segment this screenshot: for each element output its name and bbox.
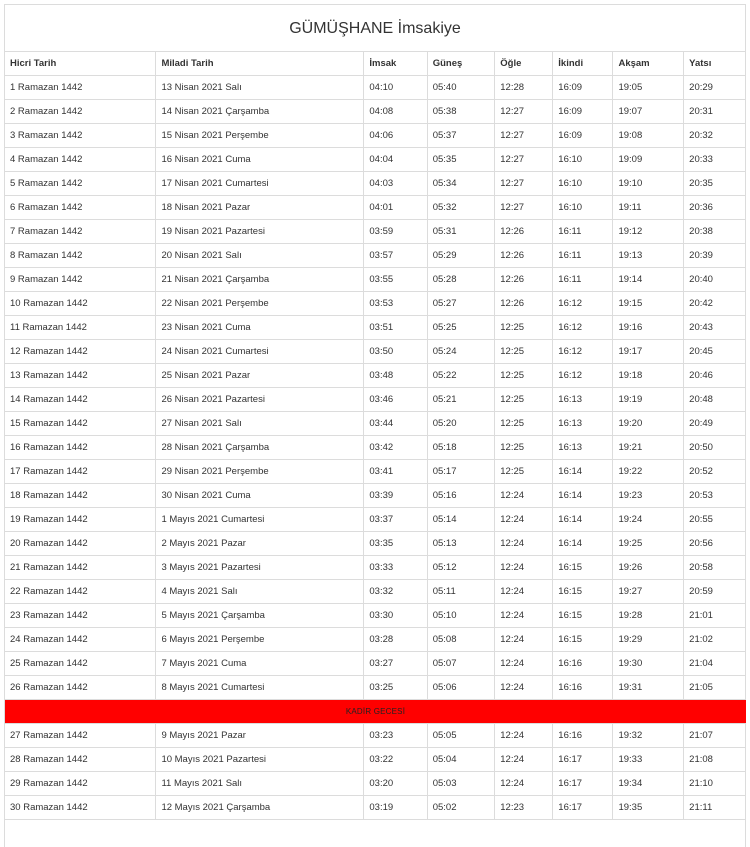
cell-hicri-tarih: 23 Ramazan 1442: [5, 604, 156, 628]
table-row: [5, 796, 746, 820]
cell-hicri-tarih: 19 Ramazan 1442: [5, 508, 156, 532]
cell-ogle: 12:24: [495, 628, 553, 652]
cell-aksam: 19:28: [613, 604, 684, 628]
table-row: [5, 676, 746, 700]
table-row: [5, 436, 746, 460]
cell-aksam: 19:25: [613, 532, 684, 556]
cell-yatsi: 20:49: [684, 412, 746, 436]
cell-ogle: 12:24: [495, 580, 553, 604]
cell-miladi-tarih: 9 Mayıs 2021 Pazar: [156, 724, 364, 748]
table-row: [5, 340, 746, 364]
cell-imsak: 04:10: [364, 76, 427, 100]
cell-imsak: 03:55: [364, 268, 427, 292]
cell-imsak: 03:33: [364, 556, 427, 580]
cell-ogle: 12:26: [495, 220, 553, 244]
cell-aksam: 19:26: [613, 556, 684, 580]
cell-imsak: 03:44: [364, 412, 427, 436]
header-hicri-tarih: Hicri Tarih: [5, 52, 156, 76]
cell-aksam: 19:05: [613, 76, 684, 100]
cell-miladi-tarih: 1 Mayıs 2021 Cumartesi: [156, 508, 364, 532]
cell-hicri-tarih: 15 Ramazan 1442: [5, 412, 156, 436]
cell-imsak: 03:23: [364, 724, 427, 748]
cell-gunes: 05:14: [427, 508, 495, 532]
cell-ogle: 12:27: [495, 196, 553, 220]
cell-gunes: 05:32: [427, 196, 495, 220]
table-row: [5, 604, 746, 628]
cell-ikindi: 16:12: [553, 364, 613, 388]
cell-hicri-tarih: 16 Ramazan 1442: [5, 436, 156, 460]
cell-imsak: 03:22: [364, 748, 427, 772]
cell-gunes: 05:29: [427, 244, 495, 268]
cell-yatsi: 21:02: [684, 628, 746, 652]
cell-ogle: 12:26: [495, 244, 553, 268]
cell-yatsi: 20:29: [684, 76, 746, 100]
cell-yatsi: 20:36: [684, 196, 746, 220]
cell-miladi-tarih: 14 Nisan 2021 Çarşamba: [156, 100, 364, 124]
table-header-row: [5, 52, 746, 76]
cell-ikindi: 16:17: [553, 772, 613, 796]
cell-aksam: 19:13: [613, 244, 684, 268]
cell-hicri-tarih: 2 Ramazan 1442: [5, 100, 156, 124]
cell-ikindi: 16:09: [553, 124, 613, 148]
cell-ikindi: 16:14: [553, 532, 613, 556]
cell-ogle: 12:24: [495, 676, 553, 700]
cell-yatsi: 20:38: [684, 220, 746, 244]
header-imsak: İmsak: [364, 52, 427, 76]
cell-ogle: 12:24: [495, 484, 553, 508]
cell-ogle: 12:24: [495, 652, 553, 676]
cell-imsak: 03:35: [364, 532, 427, 556]
cell-miladi-tarih: 26 Nisan 2021 Pazartesi: [156, 388, 364, 412]
cell-miladi-tarih: 22 Nisan 2021 Perşembe: [156, 292, 364, 316]
cell-ogle: 12:25: [495, 340, 553, 364]
cell-ikindi: 16:14: [553, 484, 613, 508]
cell-ikindi: 16:17: [553, 796, 613, 820]
cell-miladi-tarih: 19 Nisan 2021 Pazartesi: [156, 220, 364, 244]
imsakiye-table: [5, 52, 746, 820]
cell-aksam: 19:21: [613, 436, 684, 460]
cell-miladi-tarih: 6 Mayıs 2021 Perşembe: [156, 628, 364, 652]
cell-imsak: 04:04: [364, 148, 427, 172]
header-aksam: Akşam: [613, 52, 684, 76]
cell-aksam: 19:11: [613, 196, 684, 220]
cell-gunes: 05:04: [427, 748, 495, 772]
cell-miladi-tarih: 18 Nisan 2021 Pazar: [156, 196, 364, 220]
cell-imsak: 03:57: [364, 244, 427, 268]
cell-gunes: 05:05: [427, 724, 495, 748]
cell-miladi-tarih: 15 Nisan 2021 Perşembe: [156, 124, 364, 148]
cell-miladi-tarih: 10 Mayıs 2021 Pazartesi: [156, 748, 364, 772]
cell-gunes: 05:13: [427, 532, 495, 556]
cell-miladi-tarih: 30 Nisan 2021 Cuma: [156, 484, 364, 508]
cell-aksam: 19:20: [613, 412, 684, 436]
cell-ikindi: 16:15: [553, 556, 613, 580]
header-yatsi: Yatsı: [684, 52, 746, 76]
cell-aksam: 19:18: [613, 364, 684, 388]
cell-hicri-tarih: 8 Ramazan 1442: [5, 244, 156, 268]
cell-ogle: 12:23: [495, 796, 553, 820]
table-row: [5, 316, 746, 340]
table-row: [5, 748, 746, 772]
cell-yatsi: 20:39: [684, 244, 746, 268]
table-row: [5, 556, 746, 580]
cell-imsak: 03:59: [364, 220, 427, 244]
cell-hicri-tarih: 29 Ramazan 1442: [5, 772, 156, 796]
cell-imsak: 04:08: [364, 100, 427, 124]
cell-imsak: 03:51: [364, 316, 427, 340]
cell-ogle: 12:24: [495, 748, 553, 772]
cell-ogle: 12:24: [495, 556, 553, 580]
cell-ogle: 12:27: [495, 148, 553, 172]
cell-imsak: 04:01: [364, 196, 427, 220]
cell-imsak: 03:32: [364, 580, 427, 604]
cell-ogle: 12:25: [495, 460, 553, 484]
cell-yatsi: 20:40: [684, 268, 746, 292]
cell-gunes: 05:34: [427, 172, 495, 196]
cell-gunes: 05:12: [427, 556, 495, 580]
cell-yatsi: 21:07: [684, 724, 746, 748]
cell-gunes: 05:10: [427, 604, 495, 628]
cell-miladi-tarih: 21 Nisan 2021 Çarşamba: [156, 268, 364, 292]
table-row: [5, 196, 746, 220]
cell-ikindi: 16:12: [553, 316, 613, 340]
cell-hicri-tarih: 9 Ramazan 1442: [5, 268, 156, 292]
cell-ikindi: 16:12: [553, 340, 613, 364]
cell-hicri-tarih: 22 Ramazan 1442: [5, 580, 156, 604]
cell-gunes: 05:07: [427, 652, 495, 676]
table-row: [5, 100, 746, 124]
cell-ogle: 12:27: [495, 172, 553, 196]
cell-miladi-tarih: 3 Mayıs 2021 Pazartesi: [156, 556, 364, 580]
cell-hicri-tarih: 7 Ramazan 1442: [5, 220, 156, 244]
cell-gunes: 05:03: [427, 772, 495, 796]
cell-hicri-tarih: 21 Ramazan 1442: [5, 556, 156, 580]
cell-ikindi: 16:15: [553, 628, 613, 652]
table-row: [5, 652, 746, 676]
cell-aksam: 19:09: [613, 148, 684, 172]
cell-aksam: 19:15: [613, 292, 684, 316]
table-row: [5, 268, 746, 292]
cell-gunes: 05:28: [427, 268, 495, 292]
table-row: [5, 76, 746, 100]
cell-ikindi: 16:15: [553, 604, 613, 628]
cell-gunes: 05:11: [427, 580, 495, 604]
cell-yatsi: 20:52: [684, 460, 746, 484]
cell-yatsi: 20:32: [684, 124, 746, 148]
cell-yatsi: 20:50: [684, 436, 746, 460]
cell-aksam: 19:27: [613, 580, 684, 604]
cell-gunes: 05:16: [427, 484, 495, 508]
header-ogle: Öğle: [495, 52, 553, 76]
table-row: [5, 292, 746, 316]
cell-hicri-tarih: 24 Ramazan 1442: [5, 628, 156, 652]
cell-gunes: 05:17: [427, 460, 495, 484]
cell-yatsi: 20:31: [684, 100, 746, 124]
cell-hicri-tarih: 20 Ramazan 1442: [5, 532, 156, 556]
cell-aksam: 19:16: [613, 316, 684, 340]
cell-ikindi: 16:13: [553, 436, 613, 460]
cell-ikindi: 16:11: [553, 220, 613, 244]
cell-hicri-tarih: 30 Ramazan 1442: [5, 796, 156, 820]
cell-ogle: 12:24: [495, 604, 553, 628]
cell-miladi-tarih: 11 Mayıs 2021 Salı: [156, 772, 364, 796]
cell-aksam: 19:29: [613, 628, 684, 652]
table-row: [5, 412, 746, 436]
cell-imsak: 03:37: [364, 508, 427, 532]
cell-ikindi: 16:12: [553, 292, 613, 316]
cell-imsak: 03:20: [364, 772, 427, 796]
cell-yatsi: 20:55: [684, 508, 746, 532]
cell-aksam: 19:10: [613, 172, 684, 196]
cell-imsak: 04:06: [364, 124, 427, 148]
cell-gunes: 05:40: [427, 76, 495, 100]
cell-gunes: 05:24: [427, 340, 495, 364]
cell-miladi-tarih: 28 Nisan 2021 Çarşamba: [156, 436, 364, 460]
cell-gunes: 05:22: [427, 364, 495, 388]
table-row: [5, 388, 746, 412]
cell-aksam: 19:30: [613, 652, 684, 676]
cell-yatsi: 20:58: [684, 556, 746, 580]
cell-miladi-tarih: 12 Mayıs 2021 Çarşamba: [156, 796, 364, 820]
table-row: [5, 508, 746, 532]
cell-hicri-tarih: 10 Ramazan 1442: [5, 292, 156, 316]
cell-ogle: 12:26: [495, 268, 553, 292]
table-row: [5, 148, 746, 172]
cell-aksam: 19:07: [613, 100, 684, 124]
cell-yatsi: 21:11: [684, 796, 746, 820]
cell-aksam: 19:34: [613, 772, 684, 796]
cell-aksam: 19:22: [613, 460, 684, 484]
cell-yatsi: 20:48: [684, 388, 746, 412]
cell-miladi-tarih: 17 Nisan 2021 Cumartesi: [156, 172, 364, 196]
cell-miladi-tarih: 20 Nisan 2021 Salı: [156, 244, 364, 268]
table-row: [5, 724, 746, 748]
cell-imsak: 03:25: [364, 676, 427, 700]
cell-imsak: 03:42: [364, 436, 427, 460]
cell-imsak: 03:28: [364, 628, 427, 652]
cell-imsak: 04:03: [364, 172, 427, 196]
cell-ikindi: 16:11: [553, 268, 613, 292]
cell-aksam: 19:24: [613, 508, 684, 532]
cell-ogle: 12:25: [495, 436, 553, 460]
cell-yatsi: 21:10: [684, 772, 746, 796]
cell-gunes: 05:20: [427, 412, 495, 436]
cell-miladi-tarih: 7 Mayıs 2021 Cuma: [156, 652, 364, 676]
table-row: [5, 124, 746, 148]
cell-gunes: 05:08: [427, 628, 495, 652]
cell-miladi-tarih: 8 Mayıs 2021 Cumartesi: [156, 676, 364, 700]
cell-hicri-tarih: 1 Ramazan 1442: [5, 76, 156, 100]
cell-gunes: 05:37: [427, 124, 495, 148]
page-title: GÜMÜŞHANE İmsakiye: [5, 5, 745, 52]
cell-yatsi: 21:04: [684, 652, 746, 676]
header-gunes: Güneş: [427, 52, 495, 76]
cell-hicri-tarih: 28 Ramazan 1442: [5, 748, 156, 772]
cell-hicri-tarih: 14 Ramazan 1442: [5, 388, 156, 412]
cell-ikindi: 16:10: [553, 172, 613, 196]
cell-hicri-tarih: 3 Ramazan 1442: [5, 124, 156, 148]
cell-hicri-tarih: 4 Ramazan 1442: [5, 148, 156, 172]
cell-aksam: 19:31: [613, 676, 684, 700]
cell-aksam: 19:23: [613, 484, 684, 508]
cell-ogle: 12:24: [495, 508, 553, 532]
cell-hicri-tarih: 17 Ramazan 1442: [5, 460, 156, 484]
cell-miladi-tarih: 13 Nisan 2021 Salı: [156, 76, 364, 100]
cell-hicri-tarih: 11 Ramazan 1442: [5, 316, 156, 340]
table-row: [5, 172, 746, 196]
cell-ikindi: 16:16: [553, 676, 613, 700]
cell-ikindi: 16:11: [553, 244, 613, 268]
cell-ogle: 12:27: [495, 124, 553, 148]
cell-ogle: 12:24: [495, 532, 553, 556]
cell-ikindi: 16:10: [553, 196, 613, 220]
cell-hicri-tarih: 25 Ramazan 1442: [5, 652, 156, 676]
cell-imsak: 03:30: [364, 604, 427, 628]
cell-hicri-tarih: 6 Ramazan 1442: [5, 196, 156, 220]
cell-yatsi: 20:35: [684, 172, 746, 196]
cell-ikindi: 16:16: [553, 724, 613, 748]
cell-miladi-tarih: 24 Nisan 2021 Cumartesi: [156, 340, 364, 364]
cell-gunes: 05:25: [427, 316, 495, 340]
cell-ikindi: 16:13: [553, 412, 613, 436]
cell-aksam: 19:08: [613, 124, 684, 148]
cell-imsak: 03:39: [364, 484, 427, 508]
cell-hicri-tarih: 12 Ramazan 1442: [5, 340, 156, 364]
special-row-label: KADİR GECESİ: [5, 700, 746, 724]
cell-aksam: 19:17: [613, 340, 684, 364]
cell-yatsi: 20:53: [684, 484, 746, 508]
cell-ogle: 12:28: [495, 76, 553, 100]
cell-aksam: 19:14: [613, 268, 684, 292]
cell-miladi-tarih: 16 Nisan 2021 Cuma: [156, 148, 364, 172]
cell-ikindi: 16:09: [553, 76, 613, 100]
cell-ogle: 12:24: [495, 724, 553, 748]
table-row: [5, 244, 746, 268]
cell-ogle: 12:25: [495, 316, 553, 340]
cell-gunes: 05:38: [427, 100, 495, 124]
cell-ikindi: 16:17: [553, 748, 613, 772]
cell-gunes: 05:35: [427, 148, 495, 172]
cell-ogle: 12:25: [495, 412, 553, 436]
cell-gunes: 05:02: [427, 796, 495, 820]
cell-ogle: 12:27: [495, 100, 553, 124]
cell-hicri-tarih: 27 Ramazan 1442: [5, 724, 156, 748]
cell-gunes: 05:27: [427, 292, 495, 316]
cell-ogle: 12:26: [495, 292, 553, 316]
cell-hicri-tarih: 26 Ramazan 1442: [5, 676, 156, 700]
table-row: [5, 220, 746, 244]
cell-ikindi: 16:15: [553, 580, 613, 604]
table-row: [5, 532, 746, 556]
cell-imsak: 03:41: [364, 460, 427, 484]
cell-gunes: 05:31: [427, 220, 495, 244]
cell-imsak: 03:50: [364, 340, 427, 364]
table-row: [5, 580, 746, 604]
imsakiye-panel: [4, 4, 746, 847]
cell-aksam: 19:35: [613, 796, 684, 820]
cell-aksam: 19:33: [613, 748, 684, 772]
cell-miladi-tarih: 25 Nisan 2021 Pazar: [156, 364, 364, 388]
cell-gunes: 05:06: [427, 676, 495, 700]
cell-hicri-tarih: 5 Ramazan 1442: [5, 172, 156, 196]
cell-yatsi: 20:33: [684, 148, 746, 172]
header-miladi-tarih: Miladi Tarih: [156, 52, 364, 76]
cell-ikindi: 16:14: [553, 508, 613, 532]
cell-imsak: 03:19: [364, 796, 427, 820]
cell-ikindi: 16:13: [553, 388, 613, 412]
cell-yatsi: 20:46: [684, 364, 746, 388]
cell-imsak: 03:46: [364, 388, 427, 412]
cell-yatsi: 21:01: [684, 604, 746, 628]
cell-ogle: 12:25: [495, 388, 553, 412]
cell-miladi-tarih: 5 Mayıs 2021 Çarşamba: [156, 604, 364, 628]
cell-miladi-tarih: 29 Nisan 2021 Perşembe: [156, 460, 364, 484]
cell-yatsi: 20:42: [684, 292, 746, 316]
special-row-kadir-gecesi: [5, 700, 746, 724]
cell-yatsi: 20:43: [684, 316, 746, 340]
cell-ikindi: 16:09: [553, 100, 613, 124]
cell-yatsi: 20:59: [684, 580, 746, 604]
table-row: [5, 364, 746, 388]
cell-ikindi: 16:14: [553, 460, 613, 484]
cell-ikindi: 16:16: [553, 652, 613, 676]
cell-ogle: 12:24: [495, 772, 553, 796]
table-row: [5, 628, 746, 652]
cell-aksam: 19:19: [613, 388, 684, 412]
cell-gunes: 05:21: [427, 388, 495, 412]
cell-hicri-tarih: 18 Ramazan 1442: [5, 484, 156, 508]
cell-yatsi: 21:05: [684, 676, 746, 700]
cell-gunes: 05:18: [427, 436, 495, 460]
cell-ogle: 12:25: [495, 364, 553, 388]
cell-miladi-tarih: 23 Nisan 2021 Cuma: [156, 316, 364, 340]
cell-imsak: 03:27: [364, 652, 427, 676]
cell-yatsi: 20:45: [684, 340, 746, 364]
cell-imsak: 03:53: [364, 292, 427, 316]
cell-miladi-tarih: 2 Mayıs 2021 Pazar: [156, 532, 364, 556]
cell-yatsi: 20:56: [684, 532, 746, 556]
table-row: [5, 460, 746, 484]
cell-miladi-tarih: 4 Mayıs 2021 Salı: [156, 580, 364, 604]
header-ikindi: İkindi: [553, 52, 613, 76]
table-row: [5, 484, 746, 508]
cell-ikindi: 16:10: [553, 148, 613, 172]
cell-hicri-tarih: 13 Ramazan 1442: [5, 364, 156, 388]
cell-yatsi: 21:08: [684, 748, 746, 772]
table-row: [5, 772, 746, 796]
cell-aksam: 19:32: [613, 724, 684, 748]
cell-aksam: 19:12: [613, 220, 684, 244]
cell-imsak: 03:48: [364, 364, 427, 388]
cell-miladi-tarih: 27 Nisan 2021 Salı: [156, 412, 364, 436]
